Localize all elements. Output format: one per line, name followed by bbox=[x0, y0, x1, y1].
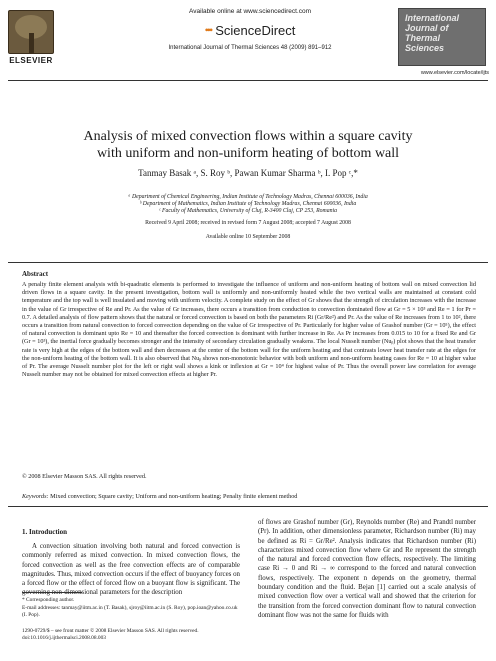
publisher-name: ELSEVIER bbox=[9, 56, 53, 65]
journal-cover-line: Thermal bbox=[405, 33, 441, 43]
affiliation: ᶜ Faculty of Mathematics, University of Cluj, R-3400 Cluj, CP 253, Romania bbox=[158, 208, 338, 214]
header-rule bbox=[8, 80, 488, 81]
abstract-body: A penalty finite element analysis with bi-quadratic elements is performed to investigate the influence of uniform and non-uniform heating of bottom wall on mixed convection lid driven flows in a square cavity. In the present investigation, bottom wall is uniformly and non-uniformly heated while the two vertical walls are maintained at constant cold temperature and the top wall is well insulated and moving with uniform velocity. A complete study on the effect of Gr shows that the strength of circulation increases with the increase in the value of Gr irrespective of Re and Pr. As the value of Gr increases, there occurs a transition from conduction to convection dominated flow at Gr = 5 × 10³ and Re = 1 for Pr = 0.7. A detailed analysis of flow pattern shows that the natural or forced convection is based on both the parameters Ri (Gr/Re²) and Pr. As the value of Re increases from 1 to 10², there occurs a transition from natural convection to forced convection depending on the value of Gr irrespective of Pr. Particularly for higher value of Grashof number (Gr = 10⁵), the effect of natural convection is dominant upto Re = 10 and thereafter the forced convection is dominant with further increase in Re. As Pr increases from 0.015 to 10 for a fixed Re and Gr (Gr = 10³), the inertial force gradually becomes stronger and the intensity of secondary circulation gradually weakens. The local Nusselt number (Nuᵦ) plot shows that the heat transfer rate is very high at the edges of the bottom wall and then decreases at the center of the bottom wall for the uniform heating and that contrasts lower heat transfer rate at the edges for the non-uniform heating of the bottom wall. It is also observed that Nuᵦ shows non-monotonic behavior with both uniform and non-uniform heating cases for Re = 10 at higher value of Pr. The average Nusselt number plot for the left or right wall shows a kink or inflexion at Gr = 10⁴ for highest value of Pr. Thus the overall power law correlation for average Nusselt number may not be obtained for mixed convection effects at higher Pr. bbox=[22, 281, 476, 379]
affiliation: ᵇ Department of Mathematics, Indian Institute of Technology Madras, Chennai 600036, India bbox=[139, 201, 357, 207]
keywords bbox=[22, 493, 476, 500]
article-title bbox=[40, 128, 456, 162]
email-addresses: E-mail addresses: tanmay@iitm.ac.in (T. Basak), sjroy@iitm.ac.in (S. Roy), pop.ioan@yahoo.co.uk (I. Pop). bbox=[22, 605, 238, 618]
received-dates: Received 9 April 2008; received in revised form 7 August 2008; accepted 7 August 2008 bbox=[145, 220, 351, 226]
available-online-date: Available online 10 September 2008 bbox=[205, 234, 291, 240]
abstract-bottom-rule bbox=[8, 506, 488, 507]
journal-cover bbox=[398, 8, 486, 66]
section-heading: 1. Introduction bbox=[22, 528, 67, 536]
abstract-heading: Abstract bbox=[22, 270, 49, 278]
issn-line: 1290-0729/$ – see front matter © 2008 Elsevier Masson SAS. All rights reserved. bbox=[22, 628, 199, 634]
journal-cover-line: International bbox=[405, 13, 460, 23]
intro-right-column: of flows are Grashof number (Gr), Reynolds number (Re) and Prandtl number (Pr). In addition, other dimensionless parameter, Richardson number (Ri) may be defined as Ri = Gr/Re². Analysis indicates that Richardson number (Ri) characterizes mixed convection flow where Gr and Re represent the strength of the natural and forced convection flow effects, respectively. The limiting case Ri → 0 and Ri → ∞ correspond to the forced and natural convection flows, respectively. The exponent n depends on the geometry, thermal boundary condition and the fluid. Bejan [1] carried out a scale analysis of mixed convection flow over a vertical wall and showed that the criterion for the transition from the forced convection dominant flow to natural convection dominant flow was not the same for fluids with bbox=[258, 519, 476, 619]
affiliation: ᵃ Department of Chemical Engineering, Indian Institute of Technology Madras, Chennai 600036, India bbox=[128, 194, 368, 200]
sciencedirect-logo bbox=[165, 20, 335, 40]
sciencedirect-dots-icon: ••• bbox=[204, 22, 212, 37]
title-line: Analysis of mixed convection flows within a square cavity bbox=[83, 129, 413, 144]
title-line: with uniform and non-uniform heating of bottom wall bbox=[96, 146, 400, 161]
elsevier-logo bbox=[8, 10, 54, 66]
keywords-text: Mixed convection; Square cavity; Uniform and non-uniform heating; Penalty finite element method bbox=[48, 493, 298, 500]
abstract-top-rule bbox=[8, 262, 488, 263]
footnote-rule bbox=[22, 592, 82, 593]
journal-cover-line: Sciences bbox=[405, 43, 445, 53]
sciencedirect-name: ScienceDirect bbox=[215, 22, 296, 38]
intro-left-column: A convection situation involving both natural and forced convection is commonly referred as mixed convection. In mixed convection flows, the forced convection as well as the free convection effects are of comparable magnitudes. Thus, mixed convection occurs if the effect of buoyancy forces on a forced flow or the effect of forced flow on a buoyant flow is significant. The governing non-dimensional parameters for the description bbox=[22, 543, 240, 597]
author-list: Tanmay Basak ᵃ, S. Roy ᵇ, Pawan Kumar Sharma ᵇ, I. Pop ᶜ,* bbox=[138, 168, 358, 178]
corresponding-author-note: * Corresponding author. bbox=[22, 597, 75, 603]
journal-url[interactable]: www.elsevier.com/locate/ijts bbox=[420, 70, 489, 76]
availability-text: Available online at www.sciencedirect.com bbox=[189, 8, 311, 15]
journal-citation: International Journal of Thermal Sciences 48 (2009) 891–912 bbox=[168, 45, 332, 51]
keywords-label: Keywords: bbox=[22, 493, 49, 500]
journal-cover-line: Journal of bbox=[405, 23, 449, 33]
copyright-notice: © 2008 Elsevier Masson SAS. All rights reserved. bbox=[22, 473, 147, 480]
elsevier-tree-icon bbox=[8, 10, 54, 54]
doi-line[interactable]: doi:10.1016/j.ijthermalsci.2008.08.003 bbox=[22, 635, 106, 641]
